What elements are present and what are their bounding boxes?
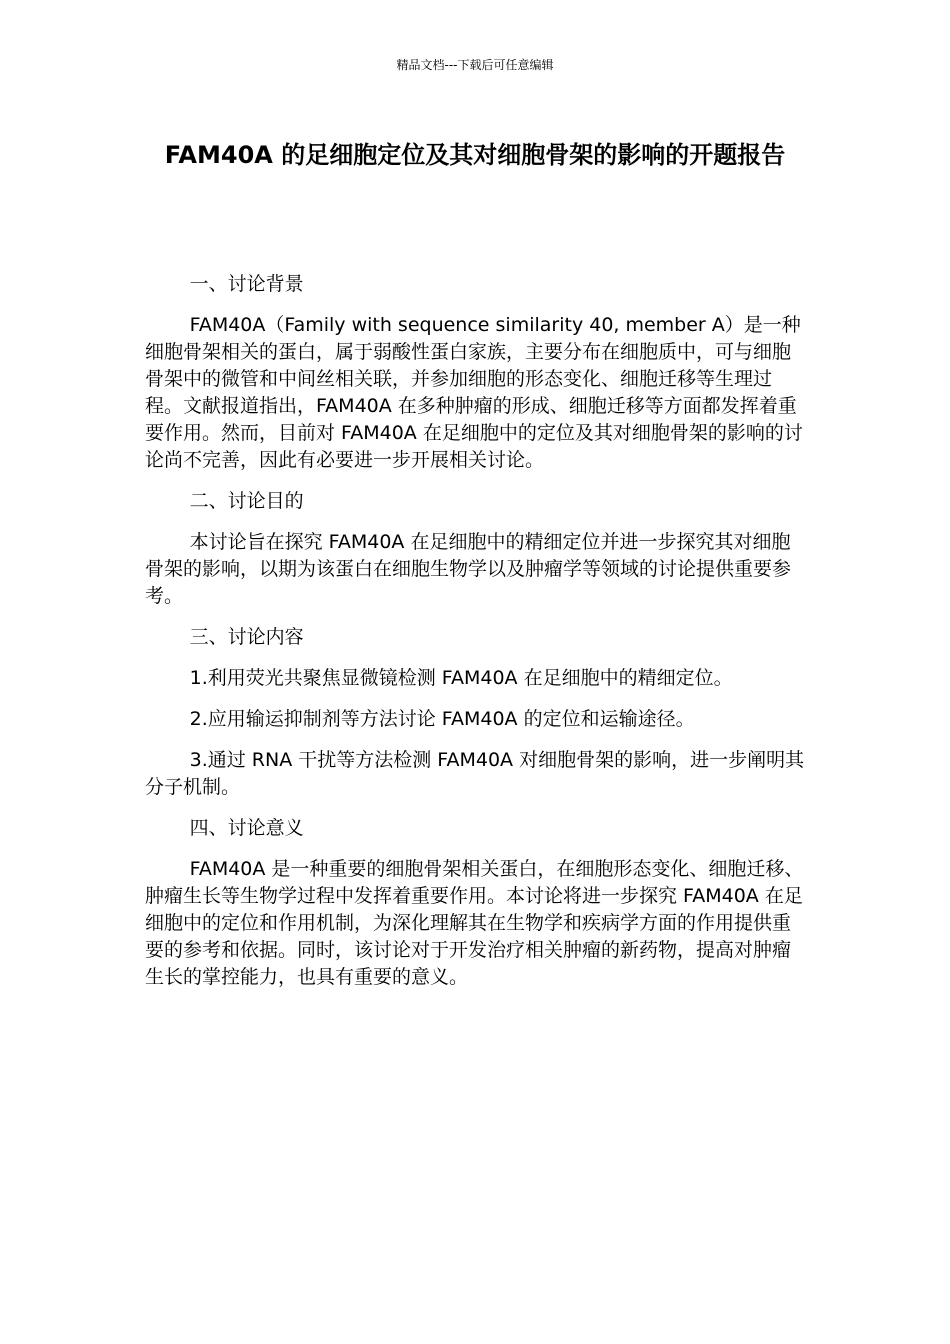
section-heading: 一、讨论背景 [189, 273, 304, 295]
section-significance [145, 815, 805, 991]
list-item: 3.通过 RNA 干扰等方法检测 FAM40A 对细胞骨架的影响，进一步阐明其分子机制。 [145, 749, 805, 798]
document-title: FAM40A 的足细胞定位及其对细胞骨架的影响的开题报告 [164, 141, 786, 169]
section-content [145, 624, 805, 801]
paragraph: 本讨论旨在探究 FAM40A 在足细胞中的精细定位并进一步探究其对细胞骨架的影响，以期为该蛋白在细胞生物学以及肿瘤学等领域的讨论提供重要参考。 [145, 531, 792, 607]
document-body [145, 271, 805, 1005]
section-heading: 二、讨论目的 [189, 490, 304, 512]
section-purpose [145, 488, 805, 610]
list-item: 1.利用荧光共聚焦显微镜检测 FAM40A 在足细胞中的精细定位。 [189, 667, 733, 689]
paragraph: FAM40A 是一种重要的细胞骨架相关蛋白，在细胞形态变化、细胞迁移、肿瘤生长等生物学过程中发挥着重要作用。本讨论将进一步探究 FAM40A 在足细胞中的定位和作用机制，为深化理解其在生物学和疾病学方面的作用提供重要的参考和依据。同时，该讨论对于开发治疗相关肿瘤的新药物，提高对肿瘤生长的掌控能力，也具有重要的意义。 [145, 858, 804, 988]
page-header: 精品文档---下载后可任意编辑 [396, 58, 554, 72]
section-heading: 三、讨论内容 [189, 626, 304, 648]
paragraph: FAM40A（Family with sequence similarity 40, member A）是一种细胞骨架相关的蛋白，属于弱酸性蛋白家族，主要分布在细胞质中，可与细胞骨架中的微管和中间丝相关联，并参加细胞的形态变化、细胞迁移等生理过程。文献报道指出，FAM40A 在多种肿瘤的形成、细胞迁移等方面都发挥着重要作用。然而，目前对 FAM40A 在足细胞中的定位及其对细胞骨架的影响的讨论尚不完善，因此有必要进一步开展相关讨论。 [145, 314, 803, 471]
list-item: 2.应用输运抑制剂等方法讨论 FAM40A 的定位和运输途径。 [189, 708, 695, 730]
section-background [145, 271, 805, 474]
section-heading: 四、讨论意义 [189, 817, 304, 839]
